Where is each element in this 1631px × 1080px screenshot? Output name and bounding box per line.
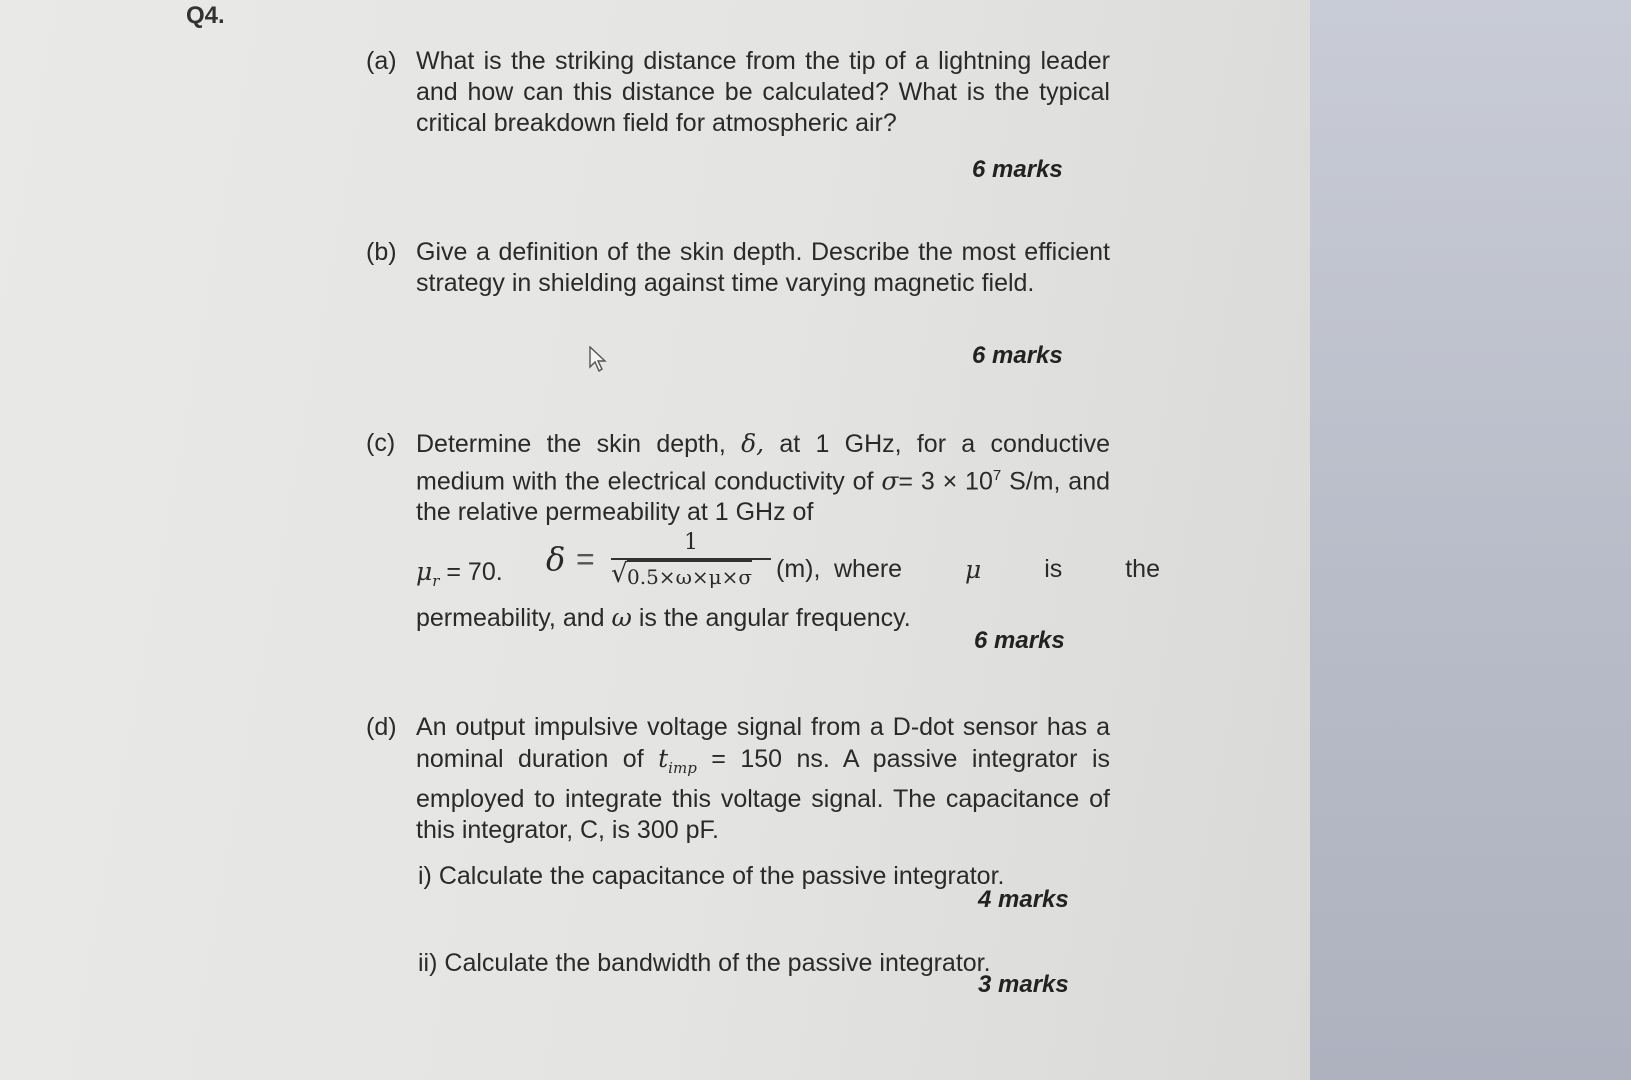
omega-symbol: ω	[611, 603, 632, 633]
delta-symbol: δ,	[741, 429, 765, 458]
part-d	[366, 712, 1110, 846]
formula-denominator	[611, 560, 771, 591]
sub-ii-text: Calculate the bandwidth of the passive integrator.	[444, 949, 991, 977]
sigma-exponent: 7	[992, 467, 1002, 484]
mouse-pointer-icon	[588, 346, 608, 372]
mur-expression	[416, 556, 503, 597]
formula-equals: =	[576, 541, 595, 578]
part-c-text	[416, 428, 1110, 528]
part-c-label: (c)	[366, 429, 396, 457]
formula-delta: δ	[546, 540, 566, 579]
part-c-marks: 6 marks	[974, 627, 1065, 654]
sqrt-icon: √	[611, 559, 628, 590]
part-c	[366, 428, 1160, 634]
formula-denominator-text: 0.5×ω×μ×σ	[627, 560, 752, 591]
sigma-symbol: σ	[881, 466, 899, 496]
sub-ii-marks: 3 marks	[978, 971, 1069, 998]
is-word: is	[1044, 555, 1063, 584]
mur-value: = 70.	[446, 558, 503, 587]
part-d-sub-i	[418, 861, 1004, 892]
the-word: the	[1125, 555, 1160, 584]
formula-fraction	[611, 530, 771, 591]
part-c-last-a: permeability, and	[416, 604, 605, 633]
mur-subscript: r	[432, 572, 440, 591]
sigma-tail: S/m, and the relative permeability at 1 GHz of	[416, 467, 1111, 527]
formula-numerator: 1	[684, 530, 698, 556]
question-number: Q4.	[186, 2, 225, 29]
part-a-text: What is the striking distance from the tip of a lightning leader and how can this distance be calculated? What is the typical critical breakdown field for atmospheric air?	[416, 47, 1110, 137]
part-d-label: (d)	[366, 713, 397, 741]
part-c-line1b: at 1 GHz, for a conductive medium with the electrical conductivity of	[416, 430, 1110, 496]
part-a-marks: 6 marks	[972, 156, 1063, 183]
part-b	[366, 237, 1110, 299]
skin-depth-formula-line	[416, 530, 1160, 594]
screen-edge-region	[1310, 0, 1631, 1080]
mu-symbol: μ	[965, 555, 982, 585]
part-d-sub-ii	[418, 948, 991, 979]
part-d-text	[416, 712, 1110, 846]
sub-i-text: Calculate the capacitance of the passive integrator.	[438, 862, 1005, 890]
part-d-text-b: = 150 ns. A passive integrator is employed to integrate this voltage signal. The capacitance of this integrator, C, is 300 pF.	[416, 745, 1111, 844]
sigma-value: = 3 × 10	[898, 467, 993, 496]
part-a	[366, 46, 1110, 139]
sub-i-marks: 4 marks	[978, 886, 1069, 913]
sub-i-label: i)	[418, 862, 432, 890]
t-symbol: t	[658, 744, 669, 773]
part-d-text-a: An output impulsive voltage signal from a D-dot sensor has a nominal duration of	[416, 713, 1110, 773]
where-word: where	[834, 555, 903, 584]
where-clause	[834, 554, 1160, 585]
mur-symbol: μ	[416, 557, 433, 587]
part-b-marks: 6 marks	[972, 342, 1063, 369]
t-subscript: imp	[668, 759, 697, 777]
sub-ii-label: ii)	[418, 949, 438, 977]
part-b-text: Give a definition of the skin depth. Describe the most efficient strategy in shielding against time varying magnetic field.	[416, 238, 1110, 297]
formula-unit: (m),	[776, 555, 821, 584]
part-a-label: (a)	[366, 47, 397, 75]
part-c-line1: Determine the skin depth,	[416, 430, 726, 458]
part-c-last-b: is the angular frequency.	[638, 604, 911, 633]
part-b-label: (b)	[366, 238, 397, 266]
